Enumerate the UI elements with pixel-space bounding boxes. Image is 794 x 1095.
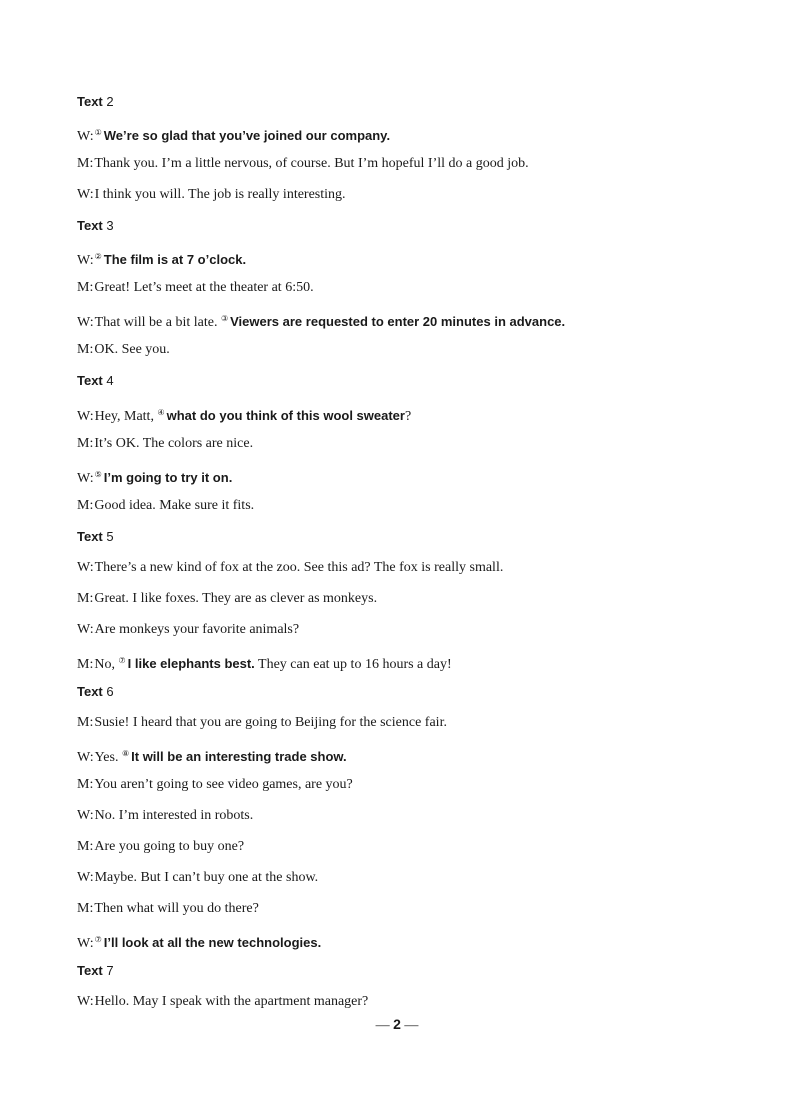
dialogue-line (77, 993, 368, 1011)
speaker-colon: : (89, 253, 94, 268)
dialogue-line (77, 435, 253, 453)
line-text: Thank you. I’m a little nervous, of course. But I’m hopeful I’ll do a good job. (94, 156, 529, 171)
line-text: Hello. May I speak with the apartment manager? (94, 994, 369, 1009)
answer-key-text: We’re so glad that you’ve joined our company. (103, 128, 391, 143)
answer-marker: ③ (220, 314, 229, 323)
dialogue-line (77, 621, 299, 639)
line-text: You aren’t going to see video games, are you? (94, 777, 353, 792)
dialogue-line (77, 869, 318, 887)
speaker-label: M (77, 591, 90, 606)
speaker-label: M (77, 280, 90, 295)
line-text: Are monkeys your favorite animals? (94, 622, 300, 637)
dialogue-line (77, 652, 452, 674)
section-heading-number: 7 (106, 963, 114, 978)
speaker-label: W (77, 750, 90, 765)
dialogue-line (77, 186, 346, 204)
line-text: There’s a new kind of fox at the zoo. See this ad? The fox is really small. (94, 560, 504, 575)
answer-marker: ① (94, 128, 102, 137)
speaker-colon: : (89, 436, 94, 451)
speaker-label: W (77, 870, 90, 885)
dialogue-line (77, 497, 254, 515)
dialogue-line (77, 310, 565, 332)
speaker-colon: : (89, 936, 94, 951)
section-heading-number: 4 (106, 373, 114, 388)
dialogue-line (77, 900, 259, 918)
speaker-colon: : (89, 715, 94, 730)
section-heading-number: 3 (106, 218, 114, 233)
line-text: That will be a bit late. (94, 315, 221, 330)
section-heading-number: 2 (106, 94, 114, 109)
speaker-label: M (77, 436, 90, 451)
line-text: Great! Let’s meet at the theater at 6:50. (94, 280, 314, 295)
speaker-label: W (77, 936, 90, 951)
speaker-colon: : (89, 187, 94, 202)
answer-key-text: Viewers are requested to enter 20 minutes in advance. (230, 314, 566, 329)
dialogue-line (77, 124, 390, 146)
section-heading (77, 372, 114, 390)
line-text: Hey, Matt, (94, 409, 158, 424)
line-text: It’s OK. The colors are nice. (94, 436, 254, 451)
answer-key-text: what do you think of this wool sweater (166, 408, 405, 423)
footer-dash-right: — (404, 1018, 419, 1033)
section-heading-label: Text (77, 684, 103, 699)
line-text: No, (94, 657, 119, 672)
speaker-colon: : (89, 777, 94, 792)
page-number: 2 (393, 1016, 401, 1032)
speaker-label: M (77, 839, 90, 854)
section-heading (77, 962, 114, 980)
line-text: Good idea. Make sure it fits. (94, 498, 255, 513)
section-heading (77, 528, 114, 546)
speaker-label: M (77, 156, 90, 171)
line-text: Are you going to buy one? (94, 839, 245, 854)
dialogue-line (77, 931, 321, 953)
section-heading-label: Text (77, 529, 103, 544)
dialogue-line (77, 559, 503, 577)
footer-dash-left: — (375, 1018, 390, 1033)
answer-marker: ② (94, 252, 102, 261)
dialogue-line (77, 838, 244, 856)
speaker-colon: : (89, 342, 94, 357)
speaker-colon: : (89, 839, 94, 854)
speaker-colon: : (89, 129, 94, 144)
section-heading (77, 217, 114, 235)
answer-key-text: I’m going to try it on. (103, 470, 233, 485)
section-heading-label: Text (77, 963, 103, 978)
line-text: OK. See you. (94, 342, 170, 357)
line-text: No. I’m interested in robots. (94, 808, 254, 823)
line-text: Great. I like foxes. They are as clever as monkeys. (94, 591, 378, 606)
speaker-label: M (77, 715, 90, 730)
answer-marker: ⑦ (118, 656, 126, 665)
section-heading (77, 683, 114, 701)
section-heading-label: Text (77, 218, 103, 233)
speaker-label: W (77, 187, 90, 202)
line-text: Susie! I heard that you are going to Beijing for the science fair. (94, 715, 447, 730)
answer-key-text: I like elephants best. (127, 656, 255, 671)
speaker-colon: : (89, 560, 94, 575)
speaker-label: M (77, 901, 90, 916)
speaker-label: M (77, 498, 90, 513)
speaker-label: W (77, 129, 90, 144)
speaker-label: M (77, 342, 90, 357)
dialogue-line (77, 590, 377, 608)
speaker-colon: : (89, 870, 94, 885)
speaker-colon: : (89, 657, 94, 672)
speaker-label: W (77, 622, 90, 637)
section-heading (77, 93, 114, 111)
dialogue-line (77, 155, 529, 173)
answer-key-text: I’ll look at all the new technologies. (103, 935, 322, 950)
speaker-colon: : (89, 156, 94, 171)
speaker-colon: : (89, 750, 94, 765)
answer-key-text: It will be an interesting trade show. (131, 749, 347, 764)
section-heading-label: Text (77, 94, 103, 109)
speaker-colon: : (89, 498, 94, 513)
section-heading-label: Text (77, 373, 103, 388)
dialogue-line (77, 776, 353, 794)
dialogue-line (77, 807, 253, 825)
speaker-colon: : (89, 622, 94, 637)
dialogue-line (77, 404, 411, 426)
answer-marker: ④ (157, 408, 165, 417)
speaker-colon: : (89, 994, 94, 1009)
speaker-label: W (77, 253, 90, 268)
speaker-label: M (77, 657, 90, 672)
speaker-colon: : (89, 471, 94, 486)
speaker-label: W (77, 560, 90, 575)
speaker-label: W (77, 471, 90, 486)
dialogue-line (77, 714, 447, 732)
speaker-colon: : (89, 591, 94, 606)
answer-marker: ⑤ (94, 470, 102, 479)
speaker-label: W (77, 808, 90, 823)
dialogue-line (77, 745, 347, 767)
line-text: I think you will. The job is really interesting. (94, 187, 346, 202)
section-heading-number: 5 (106, 529, 114, 544)
line-text: Yes. (94, 750, 122, 765)
speaker-label: M (77, 777, 90, 792)
speaker-colon: : (89, 808, 94, 823)
dialogue-line (77, 341, 170, 359)
line-text-after: ? (404, 409, 412, 424)
speaker-colon: : (89, 409, 94, 424)
dialogue-line (77, 279, 314, 297)
dialogue-line (77, 248, 246, 270)
answer-key-text: The film is at 7 o’clock. (103, 252, 247, 267)
speaker-colon: : (89, 315, 94, 330)
answer-marker: ⑧ (121, 749, 130, 758)
page-footer (0, 1016, 794, 1034)
line-text: Then what will you do there? (94, 901, 259, 916)
speaker-label: W (77, 315, 90, 330)
section-heading-number: 6 (106, 684, 114, 699)
line-text: Maybe. But I can’t buy one at the show. (94, 870, 319, 885)
speaker-colon: : (89, 901, 94, 916)
speaker-label: W (77, 409, 90, 424)
answer-marker: ⑦ (94, 935, 102, 944)
speaker-label: W (77, 994, 90, 1009)
speaker-colon: : (89, 280, 94, 295)
line-text-after: They can eat up to 16 hours a day! (254, 657, 452, 672)
dialogue-line (77, 466, 232, 488)
